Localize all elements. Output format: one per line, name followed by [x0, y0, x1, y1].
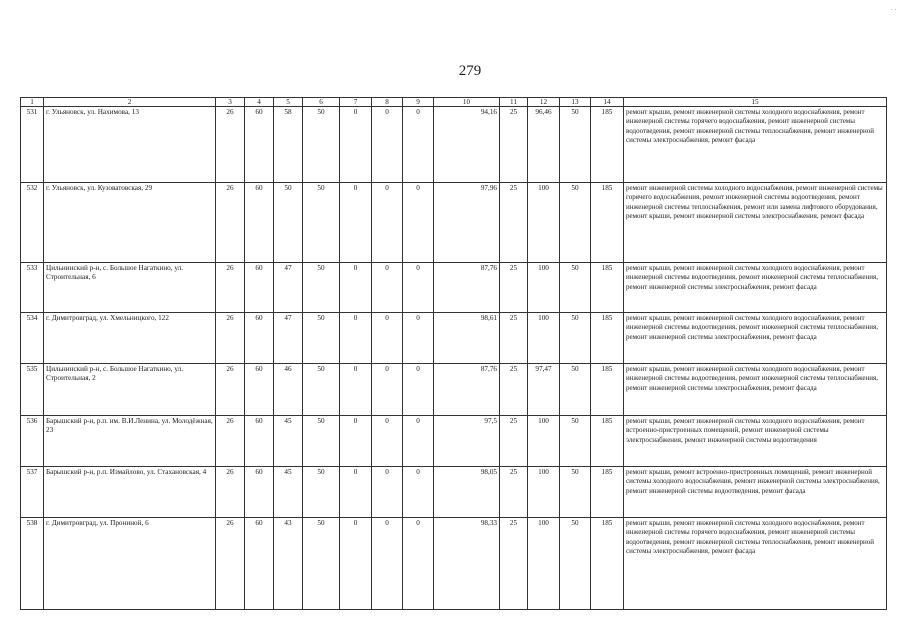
value-cell: 26	[216, 183, 245, 263]
works-cell: ремонт инженерной системы холодного водоснабжения, ремонт инженерной системы горячего водоснабжения, ремонт инженерной системы водоотведения, ремонт инженерной системы теплоснабжения, ремонт или замена лифтового оборудования, ремонт крыши, ремонт инженерной системы электроснабжения, ремонт фасада	[624, 183, 887, 263]
value-cell: 0	[403, 416, 434, 467]
value-cell: 97,96	[434, 183, 500, 263]
value-cell: 98,05	[434, 467, 500, 518]
value-cell: 26	[216, 313, 245, 364]
value-cell: 100	[528, 416, 560, 467]
value-cell: 185	[591, 364, 624, 416]
value-cell: 50	[303, 313, 340, 364]
value-cell: 46	[274, 364, 303, 416]
value-cell: 25	[500, 263, 528, 313]
value-cell: 25	[500, 364, 528, 416]
value-cell: 0	[372, 416, 403, 467]
value-cell: 60	[245, 263, 274, 313]
value-cell: 0	[372, 364, 403, 416]
value-cell: 185	[591, 467, 624, 518]
row-number: 535	[21, 364, 44, 416]
address-cell: г. Димитровград, ул. Хмельницкого, 122	[44, 313, 216, 364]
table-row	[21, 183, 887, 263]
header-row	[21, 98, 887, 107]
value-cell: 0	[340, 263, 372, 313]
value-cell: 60	[245, 416, 274, 467]
table-row	[21, 263, 887, 313]
address-cell: г. Ульяновск, ул. Кузоватовская, 29	[44, 183, 216, 263]
works-cell: ремонт крыши, ремонт инженерной системы холодного водоснабжения, ремонт инженерной системы горячего водоснабжения, ремонт инженерной системы водоотведения, ремонт инженерной системы теплоснабжения, ремонт инженерной системы электроснабжения, ремонт фасада	[624, 107, 887, 183]
value-cell: 0	[403, 467, 434, 518]
header-cell: 12	[528, 98, 560, 107]
value-cell: 26	[216, 263, 245, 313]
table-row	[21, 518, 887, 610]
value-cell: 50	[560, 364, 591, 416]
value-cell: 100	[528, 183, 560, 263]
row-number: 537	[21, 467, 44, 518]
header-cell: 9	[403, 98, 434, 107]
header-cell: 13	[560, 98, 591, 107]
value-cell: 0	[403, 183, 434, 263]
row-number: 538	[21, 518, 44, 610]
value-cell: 100	[528, 263, 560, 313]
header-cell: 5	[274, 98, 303, 107]
value-cell: 45	[274, 416, 303, 467]
value-cell: 0	[340, 364, 372, 416]
works-cell: ремонт крыши, ремонт инженерной системы холодного водоснабжения, ремонт инженерной системы водоотведения, ремонт инженерной системы теплоснабжения, ремонт инженерной системы электроснабжения, ремонт фасада	[624, 313, 887, 364]
header-cell: 4	[245, 98, 274, 107]
address-cell: Барышский р-н, р.п. им. В.И.Ленина, ул. Молодёжная, 23	[44, 416, 216, 467]
value-cell: 50	[560, 416, 591, 467]
value-cell: 100	[528, 467, 560, 518]
works-cell: ремонт крыши, ремонт инженерной системы холодного водоснабжения, ремонт инженерной системы водоотведения, ремонт инженерной системы теплоснабжения, ремонт инженерной системы электроснабжения, ремонт фасада	[624, 364, 887, 416]
value-cell: 26	[216, 416, 245, 467]
address-cell: Цильнинский р-н, с. Большое Нагаткино, ул. Строительная, 2	[44, 364, 216, 416]
row-number: 531	[21, 107, 44, 183]
value-cell: 100	[528, 518, 560, 610]
value-cell: 60	[245, 467, 274, 518]
value-cell: 50	[303, 183, 340, 263]
value-cell: 0	[403, 364, 434, 416]
value-cell: 50	[560, 107, 591, 183]
value-cell: 25	[500, 107, 528, 183]
value-cell: 100	[528, 313, 560, 364]
header-cell: 7	[340, 98, 372, 107]
value-cell: 60	[245, 518, 274, 610]
value-cell: 185	[591, 313, 624, 364]
table-header	[21, 98, 887, 107]
value-cell: 25	[500, 416, 528, 467]
value-cell: 50	[303, 364, 340, 416]
value-cell: 60	[245, 313, 274, 364]
address-cell: Барышский р-н, р.п. Измайлово, ул. Стахановская, 4	[44, 467, 216, 518]
value-cell: 0	[340, 518, 372, 610]
row-number: 536	[21, 416, 44, 467]
header-cell: 15	[624, 98, 887, 107]
value-cell: 60	[245, 364, 274, 416]
value-cell: 87,76	[434, 364, 500, 416]
value-cell: 45	[274, 467, 303, 518]
value-cell: 26	[216, 518, 245, 610]
value-cell: 98,61	[434, 313, 500, 364]
address-cell: Цильнинский р-н, с. Большое Нагаткино, ул. Строительная, 6	[44, 263, 216, 313]
table-row	[21, 416, 887, 467]
row-number: 532	[21, 183, 44, 263]
value-cell: 0	[372, 107, 403, 183]
value-cell: 0	[403, 313, 434, 364]
value-cell: 94,16	[434, 107, 500, 183]
value-cell: 50	[560, 467, 591, 518]
value-cell: 25	[500, 313, 528, 364]
value-cell: 50	[274, 183, 303, 263]
header-cell: 3	[216, 98, 245, 107]
repair-program-table	[20, 97, 887, 610]
value-cell: 50	[560, 263, 591, 313]
value-cell: 26	[216, 467, 245, 518]
address-cell: г. Димитровград, ул. Прониной, 6	[44, 518, 216, 610]
header-cell: 6	[303, 98, 340, 107]
table-row	[21, 364, 887, 416]
value-cell: 97,5	[434, 416, 500, 467]
value-cell: 98,33	[434, 518, 500, 610]
value-cell: 26	[216, 364, 245, 416]
table-row	[21, 467, 887, 518]
value-cell: 185	[591, 416, 624, 467]
value-cell: 96,46	[528, 107, 560, 183]
value-cell: 47	[274, 313, 303, 364]
value-cell: 185	[591, 263, 624, 313]
row-number: 533	[21, 263, 44, 313]
value-cell: 47	[274, 263, 303, 313]
value-cell: 50	[560, 183, 591, 263]
value-cell: 0	[340, 416, 372, 467]
works-cell: ремонт крыши, ремонт встроенно-пристроенных помещений, ремонт инженерной системы холодного водоснабжения, ремонт инженерной системы электроснабжения, ремонт инженерной системы водоотведения, ремонт фасада	[624, 467, 887, 518]
address-cell: г. Ульяновск, ул. Нахимова, 13	[44, 107, 216, 183]
value-cell: 87,76	[434, 263, 500, 313]
value-cell: 0	[372, 313, 403, 364]
row-number: 534	[21, 313, 44, 364]
value-cell: 60	[245, 183, 274, 263]
value-cell: 0	[340, 313, 372, 364]
value-cell: 97,47	[528, 364, 560, 416]
value-cell: 25	[500, 518, 528, 610]
value-cell: 185	[591, 518, 624, 610]
value-cell: 50	[560, 313, 591, 364]
scan-corner-mark: · ·	[890, 6, 897, 14]
header-cell: 2	[44, 98, 216, 107]
value-cell: 50	[303, 416, 340, 467]
table-row	[21, 107, 887, 183]
value-cell: 43	[274, 518, 303, 610]
value-cell: 0	[372, 467, 403, 518]
works-cell: ремонт крыши, ремонт инженерной системы холодного водоснабжения, ремонт инженерной системы горячего водоснабжения, ремонт инженерной системы водоотведения, ремонт инженерной системы теплоснабжения, ремонт инженерной системы электроснабжения, ремонт фасада	[624, 518, 887, 610]
value-cell: 60	[245, 107, 274, 183]
value-cell: 25	[500, 467, 528, 518]
value-cell: 50	[303, 467, 340, 518]
value-cell: 50	[303, 263, 340, 313]
value-cell: 58	[274, 107, 303, 183]
value-cell: 0	[340, 183, 372, 263]
value-cell: 0	[403, 107, 434, 183]
header-cell: 11	[500, 98, 528, 107]
works-cell: ремонт крыши, ремонт инженерной системы холодного водоснабжения, ремонт инженерной системы водоотведения, ремонт инженерной системы теплоснабжения, ремонт инженерной системы электроснабжения, ремонт фасада	[624, 263, 887, 313]
header-cell: 14	[591, 98, 624, 107]
value-cell: 50	[303, 107, 340, 183]
value-cell: 0	[403, 263, 434, 313]
value-cell: 0	[340, 107, 372, 183]
table-row	[21, 313, 887, 364]
value-cell: 0	[403, 518, 434, 610]
value-cell: 25	[500, 183, 528, 263]
value-cell: 50	[303, 518, 340, 610]
value-cell: 185	[591, 183, 624, 263]
header-cell: 8	[372, 98, 403, 107]
header-cell: 1	[21, 98, 44, 107]
page-number: 279	[458, 63, 482, 79]
table-body	[21, 107, 887, 610]
works-cell: ремонт крыши, ремонт инженерной системы холодного водоснабжения, ремонт встроенно-пристроенных помещений, ремонт инженерной системы электроснабжения, ремонт инженерной системы водоотведения	[624, 416, 887, 467]
value-cell: 0	[372, 518, 403, 610]
value-cell: 26	[216, 107, 245, 183]
value-cell: 0	[372, 183, 403, 263]
value-cell: 185	[591, 107, 624, 183]
value-cell: 50	[560, 518, 591, 610]
header-cell: 10	[434, 98, 500, 107]
value-cell: 0	[372, 263, 403, 313]
value-cell: 0	[340, 467, 372, 518]
